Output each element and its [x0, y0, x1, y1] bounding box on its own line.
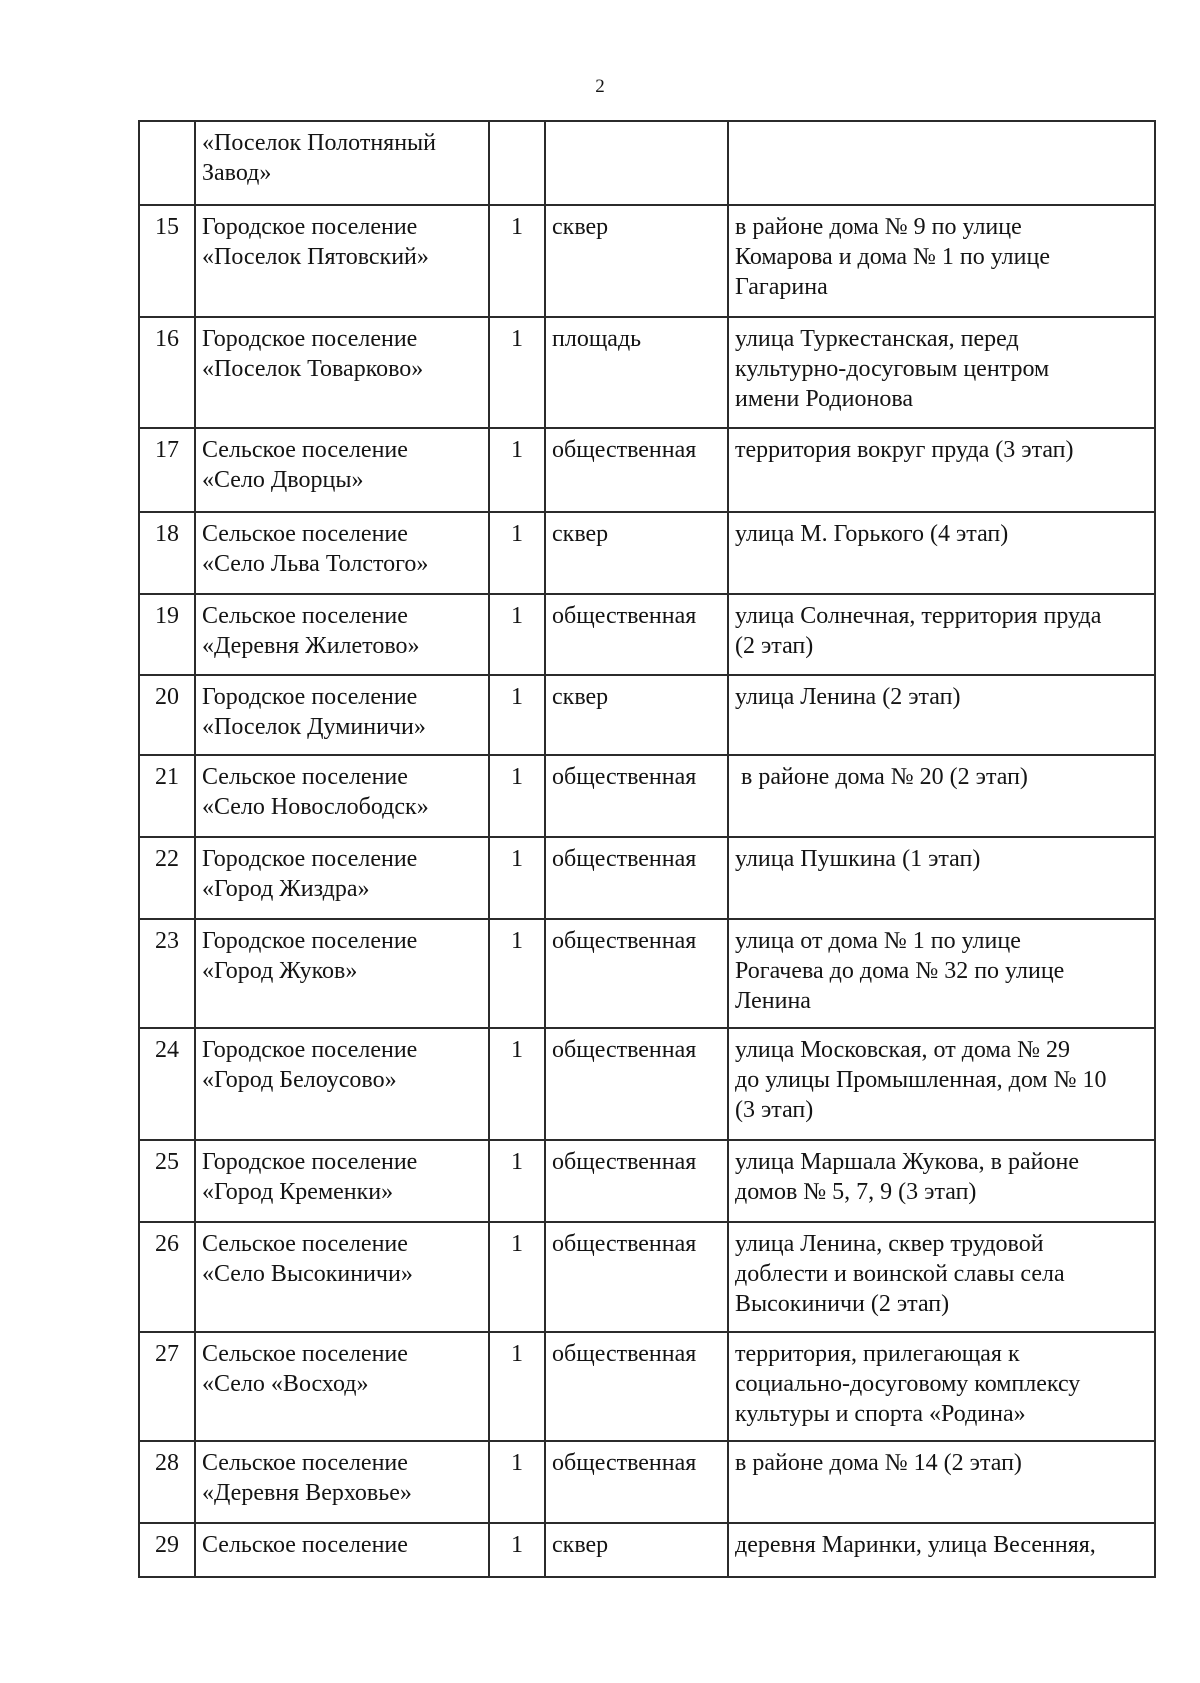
table-row [139, 1523, 1155, 1577]
settlement-line: «Поселок Полотняный [202, 130, 437, 156]
location-line: имени Родионова [735, 386, 913, 412]
settlement-cell [195, 837, 489, 919]
settlement-cell [195, 1332, 489, 1441]
settlement-line: Сельское поселение [202, 437, 408, 463]
table-row [139, 512, 1155, 594]
settlement-line: «Село Дворцы» [202, 467, 364, 493]
settlement-cell [195, 1441, 489, 1523]
count-cell: 1 [489, 755, 545, 837]
row-number-cell: 22 [139, 837, 195, 919]
row-number-cell: 23 [139, 919, 195, 1028]
settlement-cell [195, 512, 489, 594]
table-row [139, 755, 1155, 837]
location-line: культурно-досуговым центром [735, 356, 1050, 382]
location-cell [728, 1028, 1155, 1140]
location-line: улица Солнечная, территория пруда [735, 603, 1102, 629]
settlement-line: «Деревня Верховье» [202, 1480, 412, 1506]
settlement-line: «Село «Восход» [202, 1371, 369, 1397]
settlement-line: Сельское поселение [202, 764, 408, 790]
location-cell [728, 594, 1155, 675]
location-line: Комарова и дома № 1 по улице [735, 244, 1050, 270]
location-cell [728, 1140, 1155, 1222]
settlement-line: Городское поселение [202, 846, 418, 872]
territory-type-cell: общественная [545, 1028, 728, 1140]
territories-table [138, 120, 1156, 1578]
location-line: (2 этап) [735, 633, 814, 659]
territory-type-cell: общественная [545, 755, 728, 837]
location-line: деревня Маринки, улица Весенняя, [735, 1532, 1096, 1558]
count-cell: 1 [489, 1332, 545, 1441]
settlement-line: Городское поселение [202, 928, 418, 954]
location-line: в районе дома № 20 (2 этап) [735, 764, 1028, 790]
territory-type-cell: сквер [545, 512, 728, 594]
settlement-line: Сельское поселение [202, 1532, 408, 1558]
count-cell: 1 [489, 675, 545, 755]
row-number-cell: 20 [139, 675, 195, 755]
settlement-line: «Село Льва Толстого» [202, 551, 429, 577]
row-number-cell [139, 121, 195, 205]
location-line: территория вокруг пруда (3 этап) [735, 437, 1074, 463]
row-number-cell: 29 [139, 1523, 195, 1577]
table-row [139, 1332, 1155, 1441]
territory-type-cell: общественная [545, 1222, 728, 1332]
count-cell: 1 [489, 594, 545, 675]
settlement-cell [195, 1028, 489, 1140]
table-row [139, 594, 1155, 675]
location-line: улица Московская, от дома № 29 [735, 1037, 1071, 1063]
settlement-line: «Город Жиздра» [202, 876, 370, 902]
settlement-cell [195, 919, 489, 1028]
settlement-line: Сельское поселение [202, 1231, 408, 1257]
settlement-line: Сельское поселение [202, 1341, 408, 1367]
territory-type-cell: общественная [545, 1140, 728, 1222]
table-row [139, 428, 1155, 512]
location-cell [728, 919, 1155, 1028]
settlement-line: «Поселок Товарково» [202, 356, 424, 382]
location-line: улица М. Горького (4 этап) [735, 521, 1009, 547]
count-cell: 1 [489, 1441, 545, 1523]
location-line: улица Маршала Жукова, в районе [735, 1149, 1079, 1175]
settlement-cell [195, 1523, 489, 1577]
location-cell [728, 317, 1155, 428]
location-line: в районе дома № 9 по улице [735, 214, 1022, 240]
settlement-line: Сельское поселение [202, 521, 408, 547]
settlement-line: Сельское поселение [202, 1450, 408, 1476]
territory-type-cell: площадь [545, 317, 728, 428]
settlement-cell [195, 205, 489, 317]
row-number-cell: 18 [139, 512, 195, 594]
settlement-cell [195, 1222, 489, 1332]
location-cell [728, 755, 1155, 837]
location-cell [728, 1222, 1155, 1332]
table-body [139, 121, 1155, 1577]
location-cell [728, 1332, 1155, 1441]
settlement-cell [195, 755, 489, 837]
location-line: (3 этап) [735, 1097, 814, 1123]
territory-type-cell: сквер [545, 1523, 728, 1577]
location-cell [728, 205, 1155, 317]
count-cell: 1 [489, 1523, 545, 1577]
count-cell: 1 [489, 919, 545, 1028]
settlement-line: «Город Жуков» [202, 958, 358, 984]
location-line: улица от дома № 1 по улице [735, 928, 1021, 954]
location-line: Высокиничи (2 этап) [735, 1291, 950, 1317]
row-number-cell: 24 [139, 1028, 195, 1140]
table-row [139, 1222, 1155, 1332]
row-number-cell: 16 [139, 317, 195, 428]
row-number-cell: 21 [139, 755, 195, 837]
territory-type-cell: общественная [545, 594, 728, 675]
territory-type-cell: общественная [545, 1332, 728, 1441]
table-row [139, 205, 1155, 317]
table-row [139, 837, 1155, 919]
count-cell [489, 121, 545, 205]
settlement-line: «Город Кременки» [202, 1179, 394, 1205]
location-line: до улицы Промышленная, дом № 10 [735, 1067, 1107, 1093]
table-row [139, 121, 1155, 205]
settlement-line: Городское поселение [202, 214, 418, 240]
settlement-line: «Село Высокиничи» [202, 1261, 413, 1287]
count-cell: 1 [489, 837, 545, 919]
settlement-cell [195, 317, 489, 428]
settlement-line: Городское поселение [202, 326, 418, 352]
location-line: Гагарина [735, 274, 828, 300]
settlement-line: «Село Новослободск» [202, 794, 429, 820]
settlement-line: «Город Белоусово» [202, 1067, 397, 1093]
settlement-cell [195, 594, 489, 675]
count-cell: 1 [489, 317, 545, 428]
settlement-line: Городское поселение [202, 684, 418, 710]
location-cell [728, 512, 1155, 594]
count-cell: 1 [489, 1028, 545, 1140]
row-number-cell: 28 [139, 1441, 195, 1523]
location-line: Рогачева до дома № 32 по улице [735, 958, 1065, 984]
count-cell: 1 [489, 428, 545, 512]
settlement-cell [195, 675, 489, 755]
table-row [139, 675, 1155, 755]
table-row [139, 317, 1155, 428]
location-line: территория, прилегающая к [735, 1341, 1020, 1367]
settlement-line: Сельское поселение [202, 603, 408, 629]
location-line: социально-досуговому комплексу [735, 1371, 1081, 1397]
row-number-cell: 25 [139, 1140, 195, 1222]
row-number-cell: 15 [139, 205, 195, 317]
count-cell: 1 [489, 1140, 545, 1222]
settlement-line: «Поселок Пятовский» [202, 244, 429, 270]
table-row [139, 919, 1155, 1028]
row-number-cell: 26 [139, 1222, 195, 1332]
territory-type-cell: общественная [545, 1441, 728, 1523]
settlement-line: Городское поселение [202, 1037, 418, 1063]
count-cell: 1 [489, 1222, 545, 1332]
count-cell: 1 [489, 205, 545, 317]
location-line: улица Пушкина (1 этап) [735, 846, 981, 872]
territory-type-cell: сквер [545, 205, 728, 317]
page-number: 2 [595, 76, 605, 97]
territory-type-cell: общественная [545, 837, 728, 919]
settlement-line: Городское поселение [202, 1149, 418, 1175]
territory-type-cell: сквер [545, 675, 728, 755]
location-cell [728, 675, 1155, 755]
location-line: доблести и воинской славы села [735, 1261, 1065, 1287]
location-cell [728, 1441, 1155, 1523]
table-row [139, 1140, 1155, 1222]
location-line: домов № 5, 7, 9 (3 этап) [735, 1179, 977, 1205]
settlement-line: «Поселок Думиничи» [202, 714, 426, 740]
location-line: улица Ленина (2 этап) [735, 684, 961, 710]
location-line: культуры и спорта «Родина» [735, 1401, 1026, 1427]
settlement-cell [195, 121, 489, 205]
location-cell [728, 837, 1155, 919]
location-line: Ленина [735, 988, 811, 1014]
count-cell: 1 [489, 512, 545, 594]
settlement-cell [195, 428, 489, 512]
location-cell [728, 121, 1155, 205]
location-cell [728, 428, 1155, 512]
territory-type-cell: общественная [545, 428, 728, 512]
row-number-cell: 19 [139, 594, 195, 675]
territory-type-cell: общественная [545, 919, 728, 1028]
location-line: улица Туркестанская, перед [735, 326, 1019, 352]
table-row [139, 1441, 1155, 1523]
table-row [139, 1028, 1155, 1140]
location-line: улица Ленина, сквер трудовой [735, 1231, 1044, 1257]
settlement-line: Завод» [202, 160, 272, 186]
territory-type-cell [545, 121, 728, 205]
row-number-cell: 27 [139, 1332, 195, 1441]
settlement-line: «Деревня Жилетово» [202, 633, 420, 659]
location-cell [728, 1523, 1155, 1577]
location-line: в районе дома № 14 (2 этап) [735, 1450, 1022, 1476]
settlement-cell [195, 1140, 489, 1222]
row-number-cell: 17 [139, 428, 195, 512]
